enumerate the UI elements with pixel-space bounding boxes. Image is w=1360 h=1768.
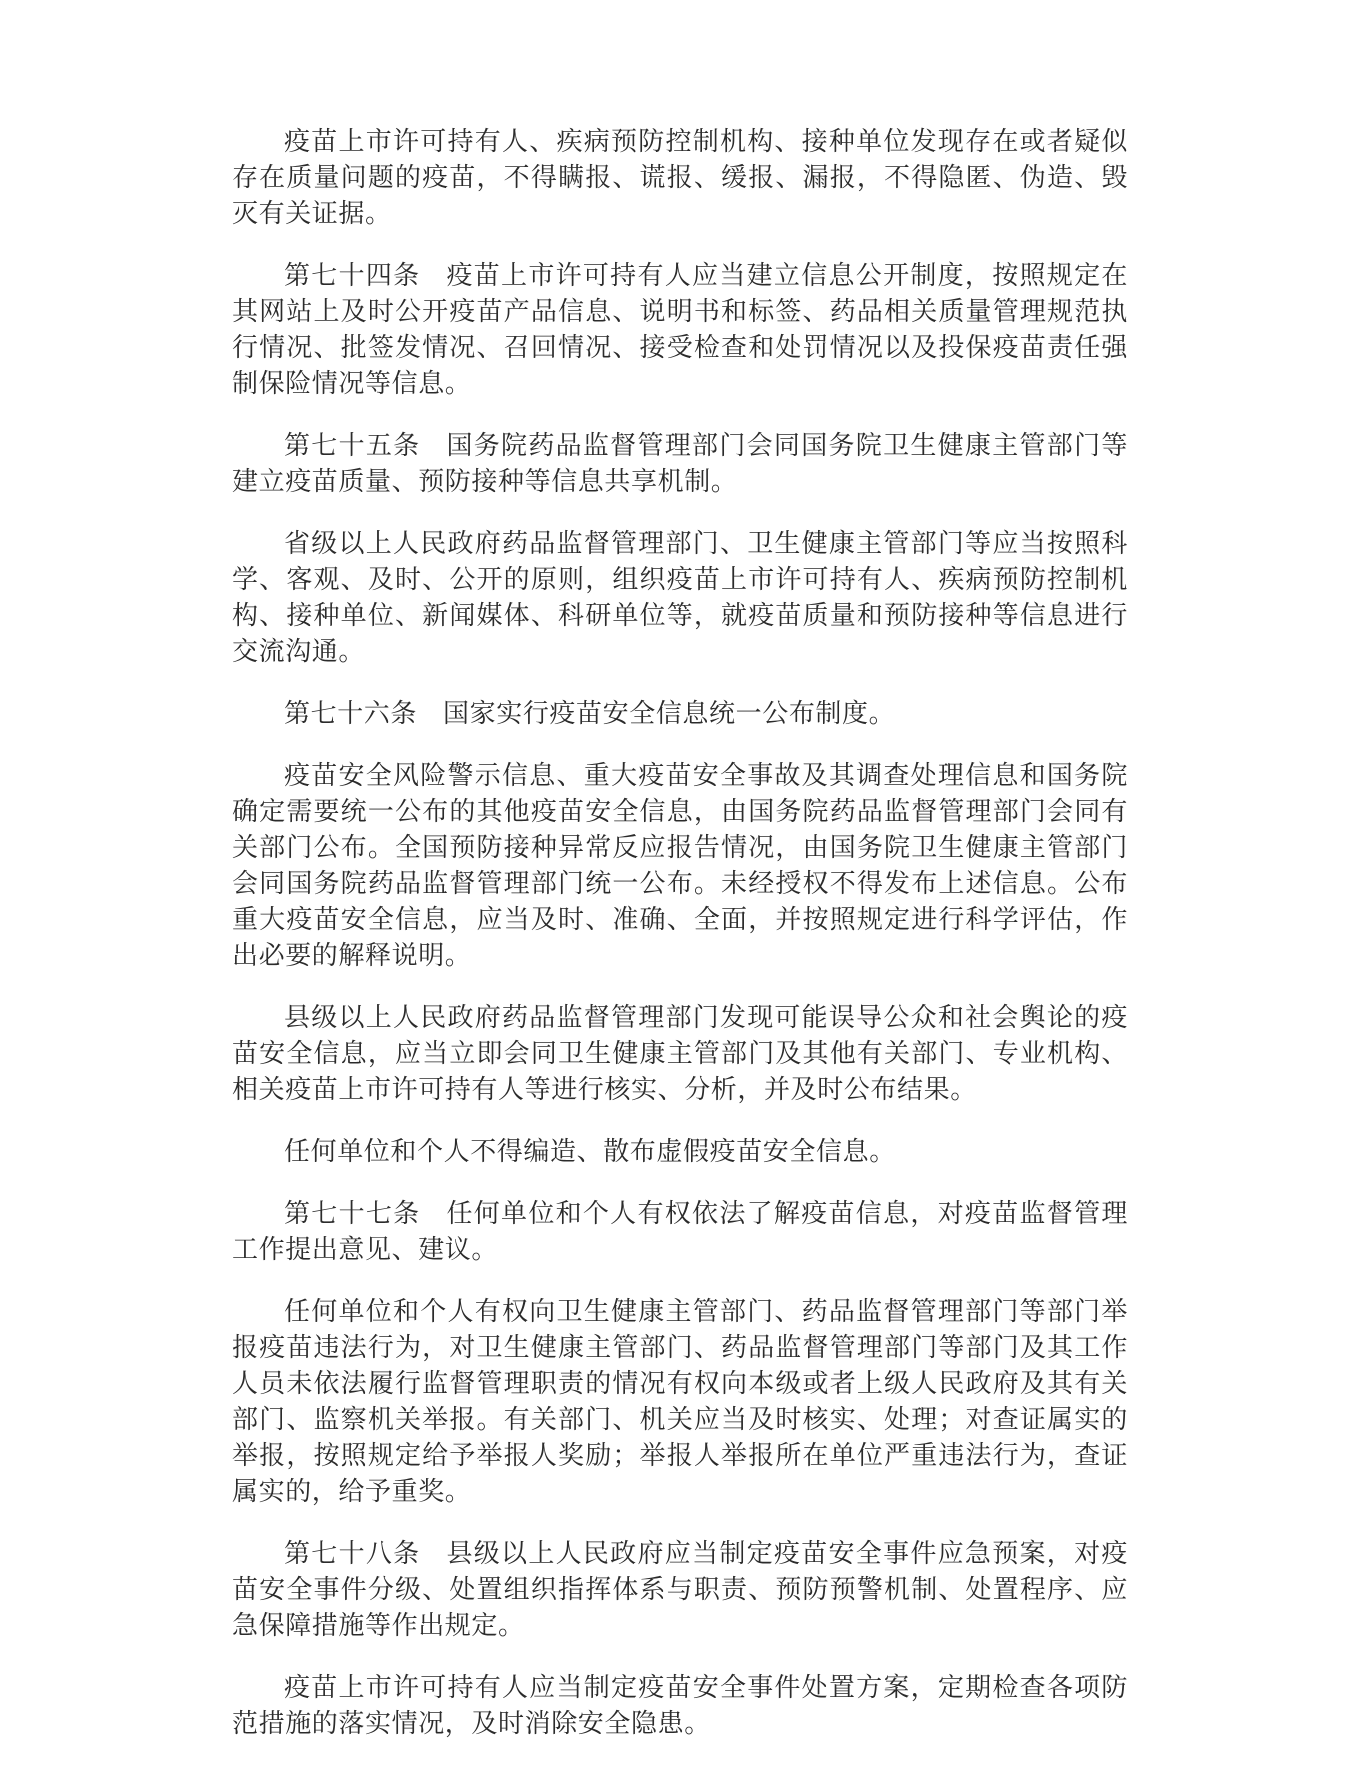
paragraph-2 xyxy=(232,428,1128,500)
paragraph-text: 国务院药品监督管理部门会同国务院卫生健康主管部门等建立疫苗质量、预防接种等信息共享机制。 xyxy=(232,431,1128,497)
article-number: 第七十七条 xyxy=(284,1199,421,1229)
paragraph-10 xyxy=(232,1536,1128,1644)
paragraph-9 xyxy=(232,1294,1128,1510)
article-number: 第七十五条 xyxy=(284,431,421,461)
paragraph-text: 省级以上人民政府药品监督管理部门、卫生健康主管部门等应当按照科学、客观、及时、公开的原则，组织疫苗上市许可持有人、疾病预防控制机构、接种单位、新闻媒体、科研单位等，就疫苗质量和预防接种等信息进行交流沟通。 xyxy=(232,529,1128,667)
paragraph-text: 疫苗安全风险警示信息、重大疫苗安全事故及其调查处理信息和国务院确定需要统一公布的其他疫苗安全信息，由国务院药品监督管理部门会同有关部门公布。全国预防接种异常反应报告情况，由国务院卫生健康主管部门会同国务院药品监督管理部门统一公布。未经授权不得发布上述信息。公布重大疫苗安全信息，应当及时、准确、全面，并按照规定进行科学评估，作出必要的解释说明。 xyxy=(232,761,1128,971)
paragraph-8 xyxy=(232,1196,1128,1268)
paragraph-0 xyxy=(232,124,1128,232)
paragraph-11 xyxy=(232,1670,1128,1742)
paragraph-text: 疫苗上市许可持有人、疾病预防控制机构、接种单位发现存在或者疑似存在质量问题的疫苗，不得瞒报、谎报、缓报、漏报，不得隐匿、伪造、毁灭有关证据。 xyxy=(232,127,1128,229)
paragraph-7 xyxy=(232,1134,1128,1170)
paragraph-text: 疫苗上市许可持有人应当制定疫苗安全事件处置方案，定期检查各项防范措施的落实情况，及时消除安全隐患。 xyxy=(232,1673,1128,1739)
paragraph-text: 任何单位和个人有权向卫生健康主管部门、药品监督管理部门等部门举报疫苗违法行为，对卫生健康主管部门、药品监督管理部门等部门及其工作人员未依法履行监督管理职责的情况有权向本级或者上级人民政府及其有关部门、监察机关举报。有关部门、机关应当及时核实、处理；对查证属实的举报，按照规定给予举报人奖励；举报人举报所在单位严重违法行为，查证属实的，给予重奖。 xyxy=(232,1297,1128,1507)
paragraph-text: 任何单位和个人不得编造、散布虚假疫苗安全信息。 xyxy=(284,1137,896,1167)
paragraph-text: 县级以上人民政府药品监督管理部门发现可能误导公众和社会舆论的疫苗安全信息，应当立即会同卫生健康主管部门及其他有关部门、专业机构、相关疫苗上市许可持有人等进行核实、分析，并及时公布结果。 xyxy=(232,1003,1128,1105)
paragraph-text: 县级以上人民政府应当制定疫苗安全事件应急预案，对疫苗安全事件分级、处置组织指挥体系与职责、预防预警机制、处置程序、应急保障措施等作出规定。 xyxy=(232,1539,1128,1641)
article-number: 第七十四条 xyxy=(284,261,421,291)
article-number: 第七十六条 xyxy=(284,699,418,729)
paragraph-3 xyxy=(232,526,1128,670)
paragraph-text: 任何单位和个人有权依法了解疫苗信息，对疫苗监督管理工作提出意见、建议。 xyxy=(232,1199,1128,1265)
paragraph-1 xyxy=(232,258,1128,402)
article-number: 第七十八条 xyxy=(284,1539,421,1569)
paragraph-4 xyxy=(232,696,1128,732)
paragraph-text: 疫苗上市许可持有人应当建立信息公开制度，按照规定在其网站上及时公开疫苗产品信息、说明书和标签、药品相关质量管理规范执行情况、批签发情况、召回情况、接受检查和处罚情况以及投保疫苗责任强制保险情况等信息。 xyxy=(232,261,1128,399)
document-page xyxy=(232,124,1128,1768)
paragraph-6 xyxy=(232,1000,1128,1108)
paragraph-text: 国家实行疫苗安全信息统一公布制度。 xyxy=(443,699,896,729)
paragraph-5 xyxy=(232,758,1128,974)
